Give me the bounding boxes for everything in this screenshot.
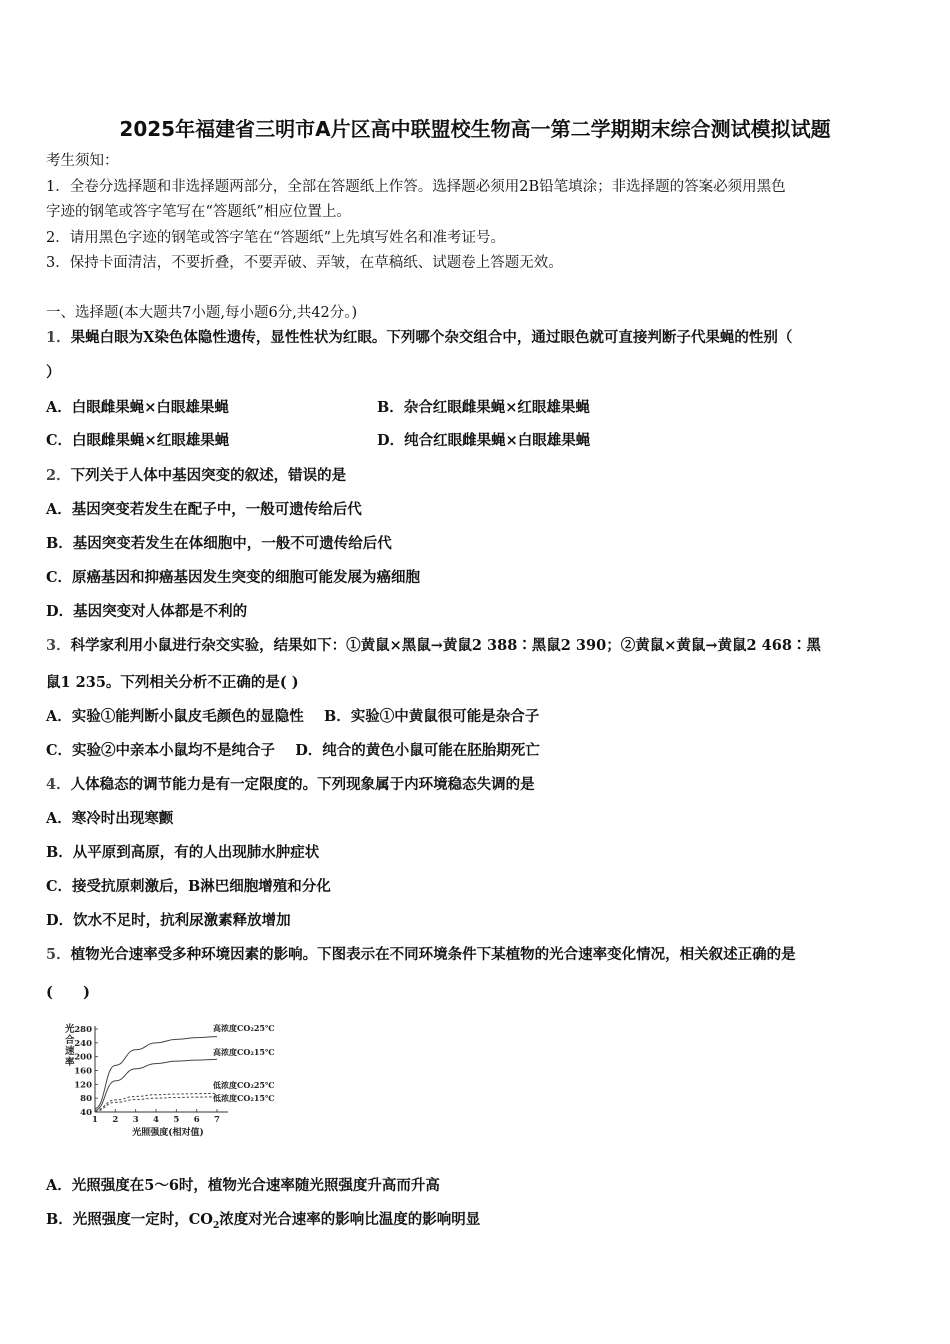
x-tick-label: 4	[153, 1115, 159, 1125]
q4-option-d: D．饮水不足时，抗利尿激素释放增加	[46, 912, 291, 929]
subscript-2: 2	[212, 1220, 220, 1231]
q3-options-ab: A．实验①能判断小鼠皮毛颜色的显隐性 B．实验①中黄鼠很可能是杂合子	[46, 708, 540, 725]
legend-entry-1: 高浓度CO₂25℃	[213, 1023, 275, 1033]
photosynthesis-chart	[50, 1012, 310, 1142]
question-number: 2．	[46, 467, 71, 484]
series-line-2	[95, 1059, 217, 1110]
notice-heading: 考生须知：	[46, 153, 119, 169]
q3-options-cd: C．实验②中亲本小鼠均不是纯合子 D．纯合的黄色小鼠可能在胚胎期死亡	[46, 742, 540, 759]
x-tick-label: 1	[92, 1115, 98, 1125]
question-text: 果蝇白眼为X染色体隐性遗传，显性性状为红眼。下列哪个杂交组合中，通过眼色就可直接判断子代果蝇的性别（	[70, 329, 793, 346]
legend-entry-4: 低浓度CO₂15℃	[213, 1093, 275, 1103]
y-tick-label: 120	[74, 1080, 92, 1091]
q5-option-b	[46, 1210, 480, 1236]
legend-entry-2: 高浓度CO₂15℃	[213, 1047, 275, 1057]
q2-option-a: A．基因突变若发生在配子中，一般可遗传给后代	[46, 501, 362, 518]
y-tick-label: 40	[80, 1108, 92, 1118]
question-1-stem	[46, 328, 792, 348]
q2-option-d: D．基因突变对人体都是不利的	[46, 603, 248, 620]
q1-option-c: C．白眼雌果蝇×红眼雄果蝇	[46, 432, 230, 449]
y-tick-label: 160	[74, 1066, 92, 1077]
q5-option-a: A．光照强度在5～6时，植物光合速率随光照强度升高而升高	[46, 1177, 440, 1194]
question-2-stem	[46, 466, 346, 486]
question-number: 1．	[46, 329, 71, 346]
series-line-3	[95, 1093, 217, 1110]
q4-option-c: C．接受抗原刺激后，B淋巴细胞增殖和分化	[46, 878, 331, 895]
page-title: 2025年福建省三明市A片区高中联盟校生物高一第二学期期末综合测试模拟试题	[119, 117, 831, 141]
question-number: 5．	[46, 946, 71, 963]
svg-text:光合速率: 光合速率	[65, 1024, 75, 1068]
y-tick-label: 280	[74, 1025, 92, 1035]
question-text: 人体稳态的调节能力是有一定限度的。下列现象属于内环境稳态失调的是	[70, 776, 535, 793]
y-tick-label: 240	[74, 1038, 92, 1049]
notice-item-3: 3．保持卡面清洁，不要折叠，不要弄破、弄皱，在草稿纸、试题卷上答题无效。	[46, 255, 563, 271]
q4-option-a: A．寒冷时出现寒颤	[46, 810, 174, 827]
x-tick-label: 7	[214, 1115, 220, 1125]
question-5-stem-cont: ( )	[46, 984, 91, 1001]
legend-entry-3: 低浓度CO₂25℃	[213, 1080, 275, 1090]
question-number: 4．	[46, 776, 71, 793]
question-text: 植物光合速率受多种环境因素的影响。下图表示在不同环境条件下某植物的光合速率变化情况，相关叙述正确的是	[70, 946, 796, 963]
q2-option-b: B．基因突变若发生在体细胞中，一般不可遗传给后代	[46, 535, 392, 552]
question-5-stem	[46, 945, 796, 965]
x-tick-label: 2	[112, 1115, 119, 1125]
q1-option-d: D．纯合红眼雌果蝇×白眼雄果蝇	[377, 432, 591, 449]
x-tick-label: 5	[173, 1115, 180, 1125]
y-tick-label: 80	[80, 1094, 92, 1105]
question-text: 下列关于人体中基因突变的叙述，错误的是	[70, 467, 347, 484]
x-axis-label: 光照强度(相对值)	[132, 1128, 204, 1138]
question-number: 3．	[46, 637, 71, 654]
question-1-stem-cont: ）	[46, 364, 61, 381]
question-3-stem	[46, 636, 821, 656]
q5-option-b-text-end: 浓度对光合速率的影响比温度的影响明显	[219, 1211, 481, 1228]
q1-option-a: A．白眼雌果蝇×白眼雄果蝇	[46, 399, 229, 416]
question-4-stem	[46, 775, 535, 795]
section-heading: 一、选择题(本大题共7小题,每小题6分,共42分。)	[46, 305, 358, 321]
question-text: 科学家利用小鼠进行杂交实验，结果如下：①黄鼠×黑鼠→黄鼠2 388∶黑鼠2 390；②黄鼠×黄鼠→黄鼠2 468∶黑	[70, 637, 821, 654]
x-tick-label: 3	[132, 1115, 139, 1125]
question-3-stem-cont: 鼠1 235。下列相关分析不正确的是( )	[46, 674, 299, 691]
x-tick-label: 6	[193, 1115, 200, 1125]
q1-option-b: B．杂合红眼雌果蝇×红眼雄果蝇	[377, 399, 590, 416]
q5-option-b-text: B．光照强度一定时，CO	[46, 1211, 213, 1228]
q4-option-b: B．从平原到高原，有的人出现肺水肿症状	[46, 844, 320, 861]
q2-option-c: C．原癌基因和抑癌基因发生突变的细胞可能发展为癌细胞	[46, 569, 421, 586]
notice-item-2: 2．请用黑色字迹的钢笔或答字笔在“答题纸”上先填写姓名和准考证号。	[46, 230, 506, 246]
notice-item-1-cont: 字迹的钢笔或答字笔写在“答题纸”相应位置上。	[46, 204, 351, 220]
notice-item-1: 1．全卷分选择题和非选择题两部分，全部在答题纸上作答。选择题必须用2B铅笔填涂；非选择题的答案必须用黑色	[46, 179, 786, 195]
y-tick-label: 200	[74, 1052, 92, 1063]
